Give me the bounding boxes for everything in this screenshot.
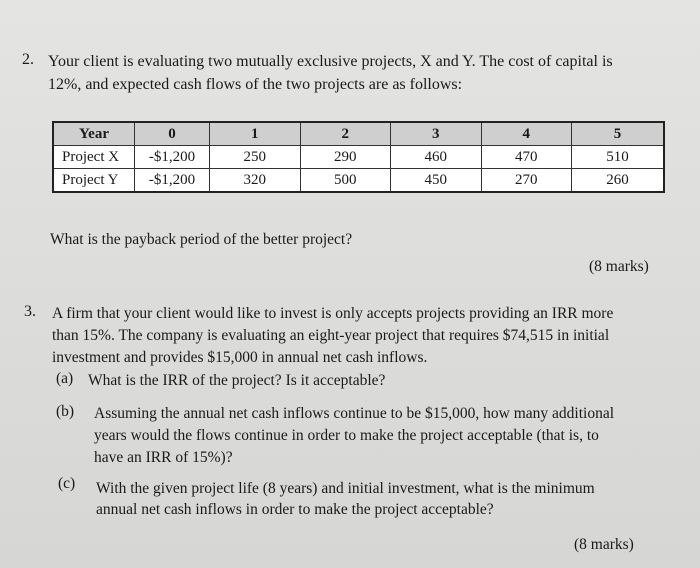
q3b-label: (b) xyxy=(56,403,75,420)
table-cell: 260 xyxy=(572,169,665,193)
q2-number: 2. xyxy=(22,51,34,68)
table-header-cell: 2 xyxy=(300,122,391,146)
q3-number: 3. xyxy=(24,303,36,320)
table-header-cell: 5 xyxy=(572,122,665,146)
table-cell: -$1,200 xyxy=(135,169,210,193)
table-cell: 290 xyxy=(300,146,391,169)
table-header-cell: 1 xyxy=(210,122,301,146)
table-header-cell: 4 xyxy=(481,122,572,146)
table-cell: 320 xyxy=(210,169,301,193)
q3-intro-line3: investment and provides $15,000 in annual net cash inflows. xyxy=(52,349,428,366)
table-cell: 450 xyxy=(391,169,482,193)
row-label: Project Y xyxy=(53,169,135,193)
row-label: Project X xyxy=(53,146,135,169)
table-cell: 270 xyxy=(481,169,572,193)
q3-intro-line2: than 15%. The company is evaluating an eight-year project that requires $74,515 in initial xyxy=(52,327,610,344)
q3-intro-line1: A firm that your client would like to invest is only accepts projects providing an IRR more xyxy=(52,305,614,322)
table-header-cell: 3 xyxy=(391,122,482,146)
q3c-line2: annual net cash inflows in order to make the project acceptable? xyxy=(96,501,494,518)
table-row-project-x xyxy=(53,146,664,169)
q3c-line1: With the given project life (8 years) and initial investment, what is the minimum xyxy=(96,480,595,497)
q2-marks: (8 marks) xyxy=(589,258,649,275)
q2-intro-line2: 12%, and expected cash flows of the two projects are as follows: xyxy=(48,76,463,93)
q3a-label: (a) xyxy=(56,370,74,387)
table-header-row xyxy=(53,122,664,146)
q3b-line2: years would the flows continue in order to make the project acceptable (that is, to xyxy=(94,427,599,444)
q3b-line1: Assuming the annual net cash inflows continue to be $15,000, how many additional xyxy=(94,405,615,422)
q3c-label: (c) xyxy=(58,475,76,492)
table-header-cell: 0 xyxy=(135,122,210,146)
table-cell: 470 xyxy=(481,146,572,169)
table-cell: 510 xyxy=(572,146,665,169)
table-cell: -$1,200 xyxy=(135,146,210,169)
table-cell: 460 xyxy=(391,146,482,169)
q3b-line3: have an IRR of 15%)? xyxy=(94,449,233,466)
q3a-text: What is the IRR of the project? Is it acceptable? xyxy=(88,372,386,389)
q2-question: What is the payback period of the better project? xyxy=(50,231,353,248)
cash-flow-table xyxy=(52,121,665,193)
table-cell: 250 xyxy=(210,146,301,169)
q3-marks: (8 marks) xyxy=(574,536,634,553)
table-header-cell: Year xyxy=(53,122,135,146)
table-cell: 500 xyxy=(300,169,391,193)
table-row-project-y xyxy=(53,169,664,193)
q2-intro-line1: Your client is evaluating two mutually exclusive projects, X and Y. The cost of capital is xyxy=(48,53,613,70)
